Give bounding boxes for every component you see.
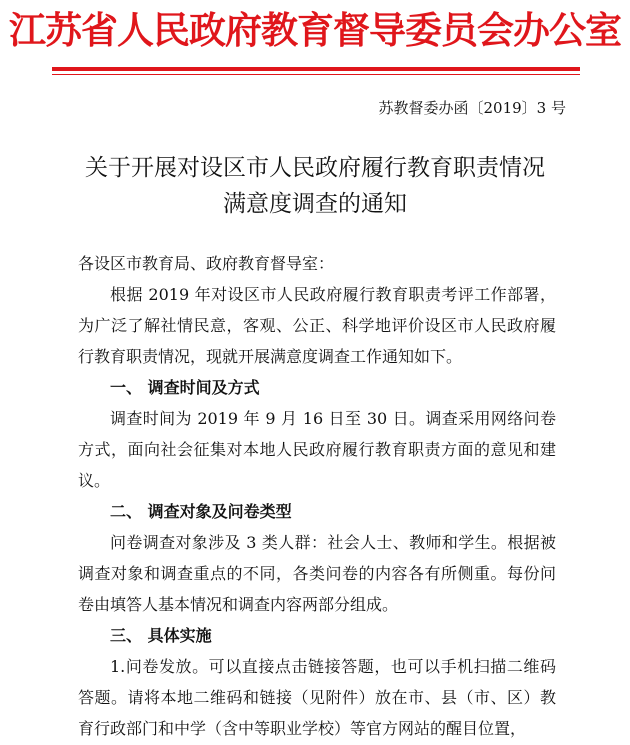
title-line-1: 关于开展对设区市人民政府履行教育职责情况 (85, 155, 545, 181)
section-heading-3: 三、 具体实施 (110, 626, 212, 645)
section-heading-1: 一、 调查时间及方式 (110, 378, 260, 397)
document-number: 苏教督委办函〔2019〕3 号 (378, 99, 566, 117)
issuer-masthead: 江苏省人民政府教育督导委员会办公室 (9, 9, 621, 52)
masthead-thick-rule (52, 67, 580, 71)
section-text-1: 调查时间为 2019 年 9 月 16 日至 30 日。调查采用网络问卷方式，面向社会征集对本地人民政府履行教育职责方面的意见和建议。 (78, 409, 556, 490)
title-line-2: 满意度调查的通知 (223, 191, 407, 217)
salutation: 各设区市教育局、政府教育督导室： (78, 254, 335, 273)
document-body (78, 248, 556, 744)
section-heading-2: 二、 调查对象及问卷类型 (110, 502, 292, 521)
section-text-3: 1.问卷发放。可以直接点击链接答题，也可以手机扫描二维码答题。请将本地二维码和链接（见附件）放在市、县（市、区）教育行政部门和中学（含中等职业学校）等官方网站的醒目位置， (78, 657, 556, 738)
document-title (0, 150, 630, 222)
intro-paragraph: 根据 2019 年对设区市人民政府履行教育职责考评工作部署，为广泛了解社情民意，客观、公正、科学地评价设区市人民政府履行教育职责情况，现就开展满意度调查工作通知如下。 (78, 285, 556, 366)
masthead-thin-rule (52, 74, 580, 75)
section-text-2: 问卷调查对象涉及 3 类人群：社会人士、教师和学生。根据被调查对象和调查重点的不同，各类问卷的内容各有所侧重。每份问卷由填答人基本情况和调查内容两部分组成。 (78, 533, 556, 614)
